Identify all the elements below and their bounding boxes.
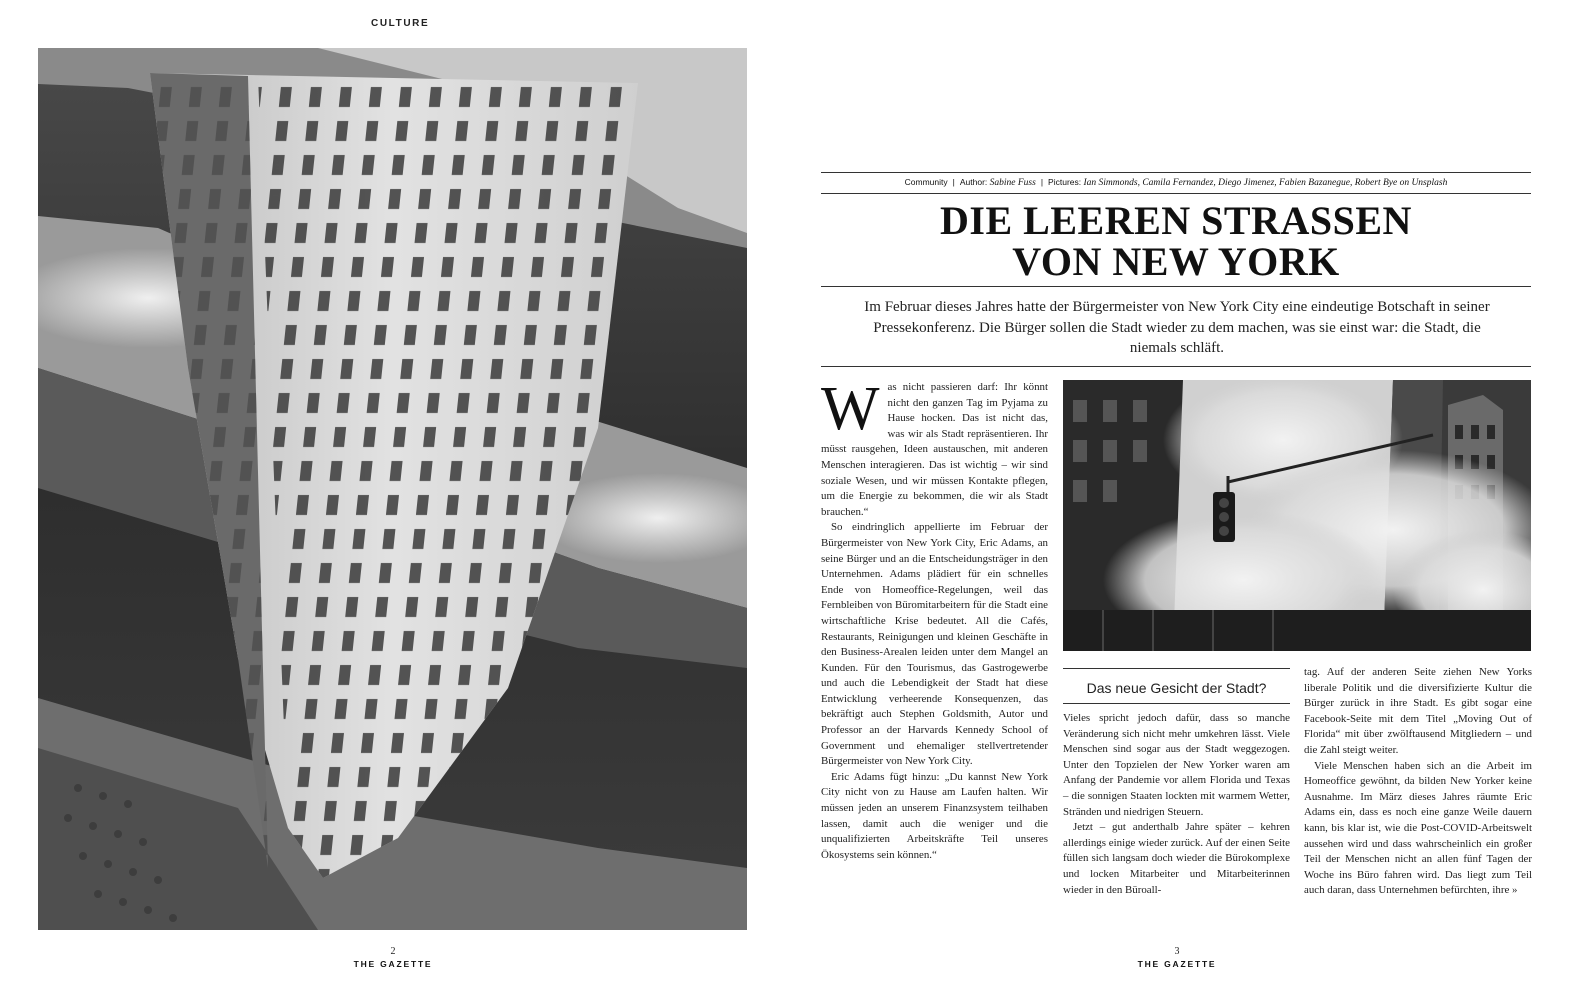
page-number: 3 bbox=[1174, 946, 1180, 957]
headline-line-2: VON NEW YORK bbox=[1012, 239, 1340, 284]
pictures-label: Pictures: bbox=[1048, 177, 1082, 187]
category-label: Community bbox=[904, 177, 948, 187]
lead-rule-top bbox=[821, 286, 1531, 287]
article-column-1 bbox=[821, 375, 1048, 863]
article-headline bbox=[821, 200, 1531, 282]
page-folio-right bbox=[1117, 947, 1237, 969]
article-paragraph: Jetzt – gut anderthalb Jahre später – kehren allerdings einige wieder zurück. Auf der einen Seite füllen sich langsam doch wieder die Bürokomplexe und locken Mitarbeiter und Mitarbeiterinnen wieder in den Büroall- bbox=[1063, 821, 1290, 896]
article-paragraph: So eindringlich appellierte im Februar der Bürgermeister von New York City, Eric Adams, an seine Bürger und an die Entscheidungsträger in den Unternehmen. Adams plädiert für ein schnelles Ende von Homeoffice-Regelungen, weil das Fernbleiben von Büromitarbeitern für die Stadt eine wirtschaftliche Krise bedeutet. All die Cafés, Restaurants, Reinigungen und kleinen Geschäfte in den Business-Arealen leiden unter dem Mangel an Kunden. Für den Tourismus, das Gastrogewerbe und auch die Lebendigkeit der Stadt hat diese Entwicklung verheerende Konsequenzen, das bekräftigt auch Stephen Goldsmith, Autor und Professor an der Harvards Kennedy School of Government und ehemaliger stellvertretender Bürgermeister von New York City. bbox=[821, 521, 1048, 768]
header-rule-top bbox=[821, 172, 1531, 173]
article-paragraph: tag. Auf der anderen Seite ziehen New Yorks liberale Politik und die diversifizierte Kultur die Bürger zurück in ihre Stadt. Es gibt sogar eine Facebook-Seite mit dem Titel „Moving Out of Florida“ mit über zwölftausend Mitgliedern – und die Zahl steigt weiter. bbox=[1304, 666, 1532, 756]
page-folio-left bbox=[333, 947, 453, 969]
article-paragraph: Vieles spricht jedoch dafür, dass so manche Veränderung sich nicht mehr umkehren lässt. Viele Menschen sind sogar aus der Stadt weggezogen. Unter den Topzielen der New Yorker waren am Anfang der Pandemie vor allem Florida und Texas – die sonnigen Staaten lockten mit warmem Wetter, Stränden und niedrigen Steuern. bbox=[1063, 712, 1290, 818]
article-lead: Im Februar dieses Jahres hatte der Bürgermeister von New York City eine eindeutige Botschaft in seiner Pressekonferenz. Die Bürger sollen die Stadt wieder zu dem machen, was sie einst war: die Stadt, die niemals schläft. bbox=[864, 299, 1490, 356]
photo-credits: Ian Simmonds, Camila Fernandez, Diego Jimenez, Fabien Bazanegue, Robert Bye on Unsplash bbox=[1083, 178, 1448, 188]
author-name: Sabine Fuss bbox=[989, 178, 1036, 188]
article-paragraph: Eric Adams fügt hinzu: „Du kannst New York City nicht von zu Hause am Laufen halten. Wir müssen jeden an unserem Finanzsystem teilhaben lassen, damit auch die weniger und die unqualifizierten Arbeitskräfte Teil unseres Ökosystems sein können.“ bbox=[821, 770, 1048, 861]
author-label: Author: bbox=[959, 177, 988, 187]
headline-line-1: DIE LEEREN STRASSEN bbox=[940, 198, 1412, 243]
article-paragraph: Was nicht passieren darf: Ihr könnt nicht den ganzen Tag im Pyjama zu Hause hocken. Das ist nicht das, was wir als Stadt repräsentieren. Ihr müsst rausgehen, Ideen austauschen, mit anderen Menschen interagieren. Das ist wichtig – wir sind soziale Wesen, und wir müssen Kontakte pflegen, um die Energie zu bekommen, die wir als Stadt brauchen.“ bbox=[821, 375, 1048, 518]
header-rule-bottom bbox=[821, 193, 1531, 194]
article-credits: Community | Author: Sabine Fuss | Pictures: Ian Simmonds, Camila Fernandez, Diego Jimenez, Fabien Bazanegue, Robert Bye on Unsplash bbox=[904, 177, 1448, 188]
article-paragraph: Viele Menschen haben sich an die Arbeit im Homeoffice gewöhnt, da bilden New Yorker keine Ausnahme. Im März dieses Jahres räumte Eric Adams ein, dass es noch eine ganze Weile dauern kann, bis klar ist, wie die Post-COVID-Arbeitswelt aussehen wird und dass wahrscheinlich ein großer Teil der Menschen nicht an allen fünf Tagen der Woche ins Büro fahren wird. Das liegt zum Teil auch daran, dass Unternehmen befürchten, ihre » bbox=[1304, 759, 1532, 897]
article-column-2 bbox=[1063, 711, 1290, 898]
magazine-name: THE GAZETTE bbox=[353, 959, 433, 969]
puddle-reflection-photo bbox=[38, 48, 747, 930]
magazine-name: THE GAZETTE bbox=[1137, 959, 1217, 969]
drop-cap: W bbox=[821, 375, 880, 443]
page-number: 2 bbox=[390, 946, 396, 957]
article-column-3 bbox=[1304, 665, 1532, 899]
article-subhead: Das neue Gesicht der Stadt? bbox=[1063, 668, 1290, 704]
section-label: CULTURE bbox=[371, 18, 430, 29]
steam-street-photo bbox=[1063, 380, 1531, 651]
lead-rule-bottom bbox=[821, 366, 1531, 367]
